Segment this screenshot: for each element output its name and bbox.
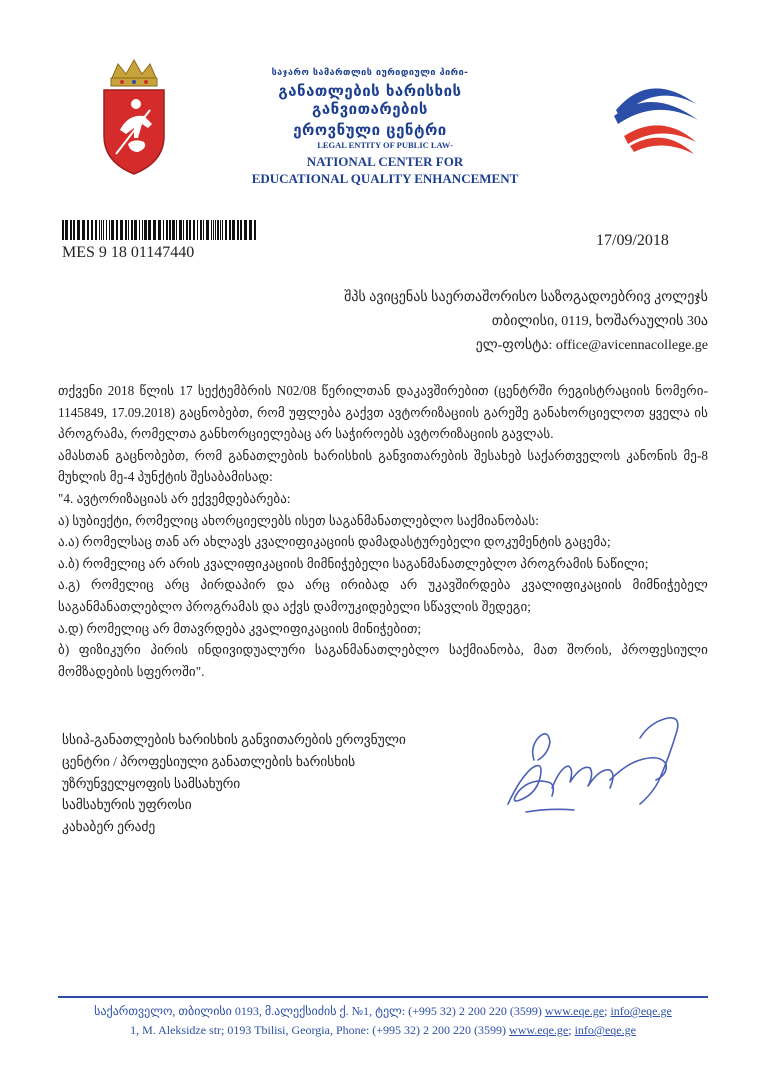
footer-email-link-2[interactable]: info@eqe.ge	[574, 1023, 636, 1037]
barcode-bar	[176, 220, 177, 240]
document-date: 17/09/2018	[596, 232, 669, 249]
body-paragraph-9: ბ) ფიზიკური პირის ინდივიდუალური საგანმანათლებლო საქმიანობა, მათ შორის, პროფესიული მომზადების სფეროში".	[58, 642, 708, 679]
barcode-bar	[153, 220, 156, 240]
barcode-bar	[120, 220, 123, 240]
barcode-icon	[62, 220, 258, 240]
barcode-bar	[144, 220, 147, 240]
barcode-bar	[197, 220, 198, 240]
addressee-address: თბილისი, 0119, ხოშარაულის 30ა	[491, 314, 708, 329]
body-paragraph-8: ა.დ) რომელიც არ მთავრდება კვალიფიკაციის მინიჭებით;	[58, 620, 422, 636]
footer-ka-address: საქართველო, თბილისი 0193, მ.ალექსიძის ქ. №1, ტელ: (+995 32) 2 200 220 (3599)	[94, 1004, 542, 1018]
footer-georgian-line	[58, 1002, 708, 1021]
barcode-bar	[82, 220, 85, 240]
barcode-bar	[131, 220, 133, 240]
signature-line-4: სამსახურის უფროსი	[62, 797, 192, 813]
footer	[58, 1002, 708, 1040]
barcode-bar	[179, 220, 182, 240]
eqe-swoosh-logo-icon	[610, 76, 700, 156]
barcode-bar	[99, 220, 100, 240]
barcode-bar	[73, 220, 75, 240]
footer-email-link[interactable]: info@eqe.ge	[610, 1004, 672, 1018]
footer-separator: ;	[604, 1004, 608, 1018]
letter-body	[58, 380, 708, 682]
barcode-bar	[217, 220, 219, 240]
barcode-bar	[229, 220, 231, 240]
header-ka-line3: ეროვნული ცენტრი	[293, 121, 447, 139]
footer-divider	[58, 996, 708, 998]
barcode-bar	[200, 220, 202, 240]
barcode-bar	[193, 220, 195, 240]
barcode-bar	[220, 220, 221, 240]
addressee-block	[344, 286, 708, 358]
barcode-bar	[109, 220, 110, 240]
signature-block	[62, 729, 406, 838]
barcode-bar	[91, 220, 93, 240]
barcode-bar	[203, 220, 204, 240]
signature-line-1: სსიპ-განათლების ხარისხის განვითარების ეროვნული	[62, 732, 406, 747]
barcode-bar	[215, 220, 216, 240]
footer-website-link[interactable]: www.eqe.ge	[544, 1004, 605, 1018]
barcode-bar	[101, 220, 102, 240]
barcode-bar	[142, 220, 143, 240]
body-paragraph-4: ა) სუბიექტი, რომელიც ახორციელებს ისეთ საგანმანათლებლო საქმიანობას:	[58, 512, 539, 528]
barcode-bar	[244, 220, 247, 240]
barcode-bar	[134, 220, 137, 240]
barcode-bar	[139, 220, 140, 240]
barcode-bar	[249, 220, 252, 240]
barcode-bar	[206, 220, 209, 240]
footer-separator-2: ;	[568, 1023, 572, 1037]
barcode-bar	[103, 220, 104, 240]
barcode-bar	[183, 220, 184, 240]
barcode-bar	[95, 220, 97, 240]
barcode-bar	[237, 220, 239, 240]
header-en-line2: NATIONAL CENTER FOR	[306, 154, 464, 169]
barcode-bar	[189, 220, 191, 240]
body-paragraph-1: თქვენი 2018 წლის 17 სექტემბრის N02/08 წერილთან დაკავშირებით (ცენტრში რეგისტრაციის ნომერი- 1145849, 17.09.2018) გაცნობებთ, რომ უფლება გაქვთ ავტორიზაციის გარეშე განახორციელოთ ყველა ის პროგრამა, რომელთა განხორციელებაც არ საჭიროებს ავტორიზაციის გავლას.	[58, 383, 708, 442]
header-ka-line1: საჯარო სამართლის იურიდიული პირი-	[271, 68, 469, 78]
barcode-bar	[116, 220, 118, 240]
body-paragraph-2: ამასთან გაცნობებთ, რომ განათლების ხარისხის განვითარების შესახებ საქართველოს კანონის მე-8 მუხლის მე-4 პუნქტის შესაბამისად:	[58, 447, 708, 485]
barcode-bar	[106, 220, 107, 240]
barcode-bar	[232, 220, 235, 240]
barcode-bar	[186, 220, 188, 240]
barcode-bar	[65, 220, 68, 240]
addressee-email: ელ-ფოსტა: office@avicennacollege.ge	[475, 338, 708, 353]
barcode-bar	[128, 220, 129, 240]
barcode-bar	[158, 220, 161, 240]
header-en-line1: LEGAL ENTITY OF PUBLIC LAW-	[317, 140, 453, 150]
addressee-name: შპს ავიცენას საერთაშორისო საზოგადოებრივ კოლეჯს	[344, 290, 708, 305]
georgian-coat-of-arms-icon	[98, 58, 170, 176]
header-georgian	[230, 68, 510, 139]
barcode-bar	[254, 220, 256, 240]
barcode-bar	[172, 220, 175, 240]
barcode-bar	[62, 220, 64, 240]
body-paragraph-6: ა.ბ) რომელიც არ არის კვალიფიკაციის მიმნიჭებელი საგანმანათლებლო პროგრამის ნაწილი;	[58, 555, 649, 571]
barcode-bar	[87, 220, 89, 240]
footer-en-address: 1, M. Aleksidze str; 0193 Tbilisi, Georgia, Phone: (+995 32) 2 200 220 (3599)	[130, 1023, 507, 1037]
header-en-line3: EDUCATIONAL QUALITY ENHANCEMENT	[251, 171, 519, 186]
signature-line-2: ცენტრი / პროფესიული განათლების ხარისხის	[62, 753, 356, 769]
header-ka-line2: განათლების ხარისხის განვითარების	[278, 82, 462, 118]
barcode-bar	[240, 220, 242, 240]
barcode-bar	[166, 220, 168, 240]
barcode-bar	[125, 220, 127, 240]
barcode-bar	[70, 220, 72, 240]
barcode-bar	[163, 220, 164, 240]
barcode-bar	[148, 220, 151, 240]
body-paragraph-3: "4. ავტორიზაციას არ ექვემდებარება:	[58, 490, 291, 506]
signature-line-3: უზრუნველყოფის სამსახური	[62, 775, 241, 791]
header-english	[230, 140, 540, 187]
barcode-bar	[222, 220, 223, 240]
handwritten-signature-icon	[490, 708, 700, 823]
barcode-bar	[169, 220, 171, 240]
footer-english-line	[58, 1021, 708, 1040]
barcode-bar	[77, 220, 80, 240]
signatory-name: კახაბერ ერაძე	[62, 819, 156, 835]
barcode-bar	[111, 220, 114, 240]
barcode-bar	[213, 220, 214, 240]
body-paragraph-5: ა.ა) რომელსაც თან არ ახლავს კვალიფიკაციის დამადასტურებელი დოკუმენტის გაცემა;	[58, 534, 611, 550]
barcode-bar	[225, 220, 227, 240]
footer-website-link-2[interactable]: www.eqe.ge	[509, 1023, 569, 1037]
registration-number: MES 9 18 01147440	[62, 244, 195, 261]
body-paragraph-7: ა.გ) რომელიც არც პირდაპირ და არც ირიბად არ უკავშირდება კვალიფიკაციის მიმნიჭებელ საგანმანათლებლო პროგრამას და აქვს დამოუკიდებელი სწავლის შედეგი;	[58, 577, 708, 614]
barcode-bar	[211, 220, 212, 240]
